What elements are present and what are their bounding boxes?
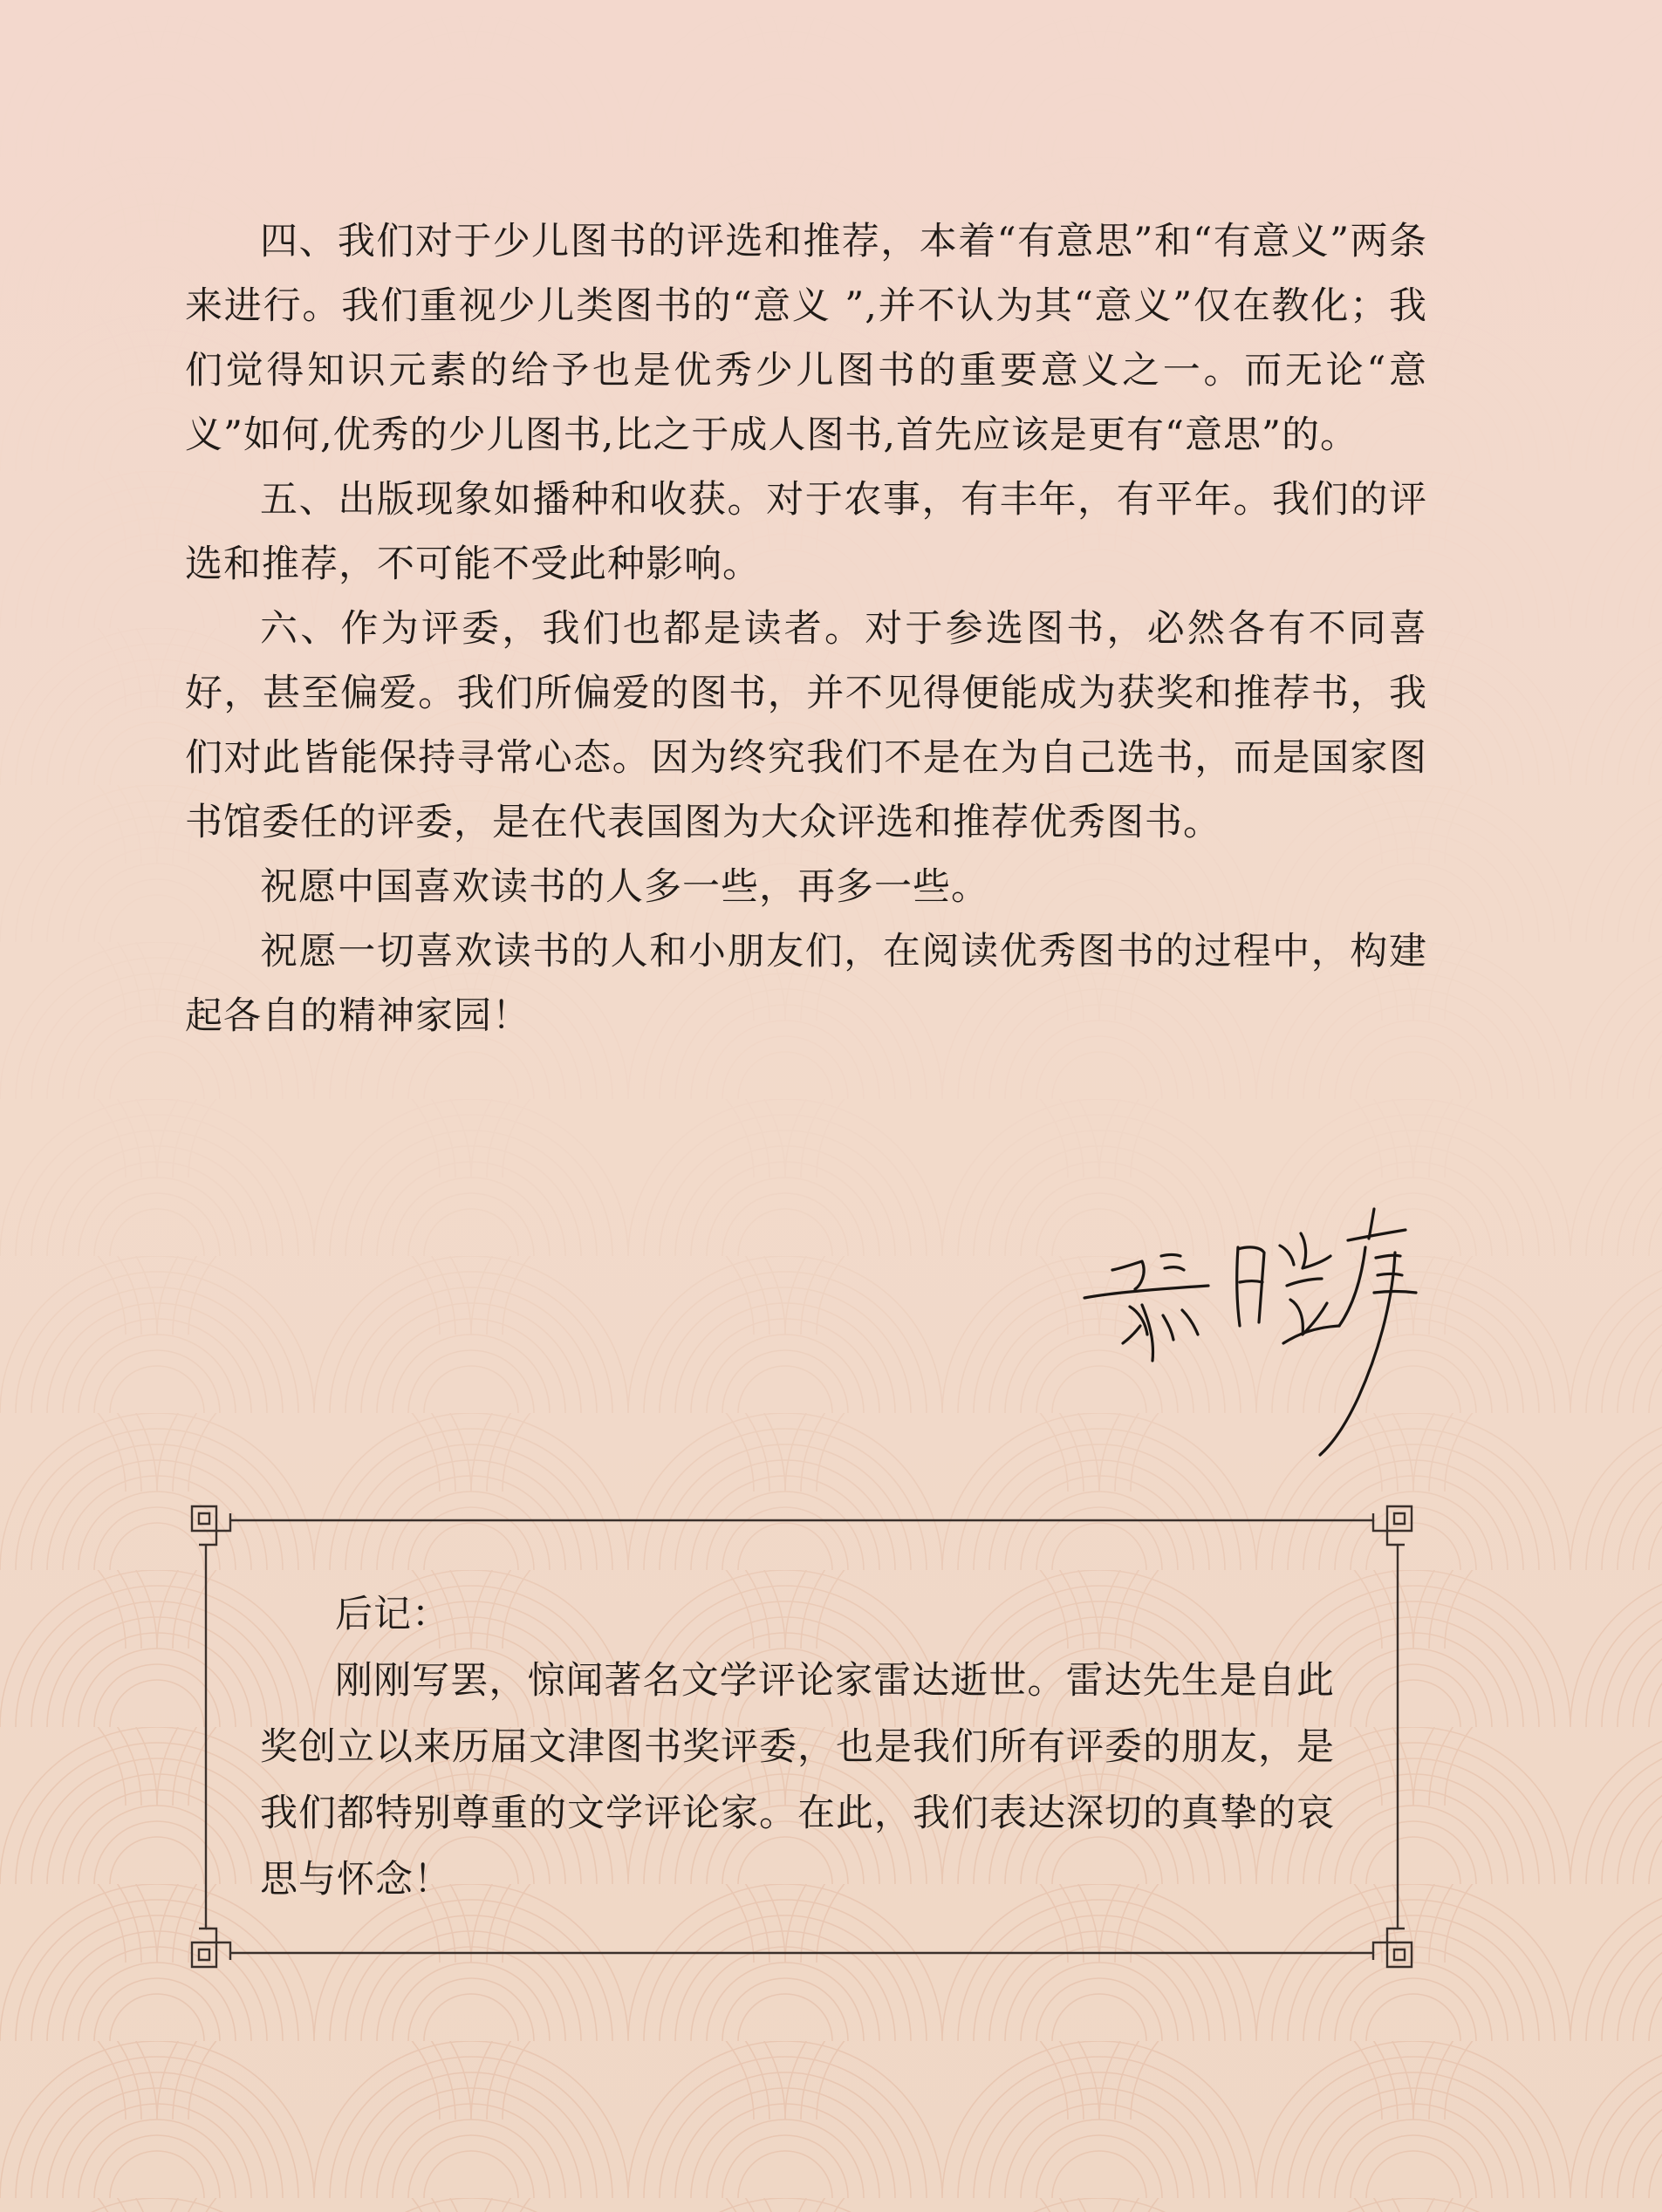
postscript-title: 后记： bbox=[335, 1593, 450, 1636]
main-text bbox=[185, 209, 1427, 1048]
paragraph-6: 六、作为评委，我们也都是读者。对于参选图书，必然各有不同喜好，甚至偏爱。我们所偏爱的图书，并不见得便能成为获奖和推荐书，我们对此皆能保持寻常心态。因为终究我们不是在为自己选书，而是国家图书馆委任的评委，是在代表国图为大众评选和推荐优秀图书。 bbox=[185, 607, 1427, 844]
postscript-box bbox=[190, 1505, 1413, 1969]
postscript-body: 刚刚写罢，惊闻著名文学评论家雷达逝世。雷达先生是自此奖创立以来历届文津图书奖评委，也是我们所有评委的朋友，是我们都特别尊重的文学评论家。在此，我们表达深切的真挚的哀思与怀念！ bbox=[260, 1659, 1335, 1901]
postscript-text bbox=[260, 1581, 1335, 1913]
paragraph-4: 四、我们对于少儿图书的评选和推荐，本着“有意思”和“有意义”两条来进行。我们重视少儿类图书的“意义 ”,并不认为其“意义”仅在教化；我们觉得知识元素的给予也是优秀少儿图书的重要意义之一。而无论“意义”如何,优秀的少儿图书,比之于成人图书,首先应该是更有“意思”的。 bbox=[185, 220, 1427, 457]
wish-paragraph-1: 祝愿中国喜欢读书的人多一些，再多一些。 bbox=[260, 865, 989, 909]
wish-paragraph-2: 祝愿一切喜欢读书的人和小朋友们，在阅读优秀图书的过程中，构建起各自的精神家园！ bbox=[185, 930, 1427, 1038]
paragraph-5: 五、出版现象如播种和收获。对于农事，有丰年，有平年。我们的评选和推荐，不可能不受此种影响。 bbox=[185, 478, 1427, 586]
handwritten-signature bbox=[1077, 1195, 1444, 1457]
